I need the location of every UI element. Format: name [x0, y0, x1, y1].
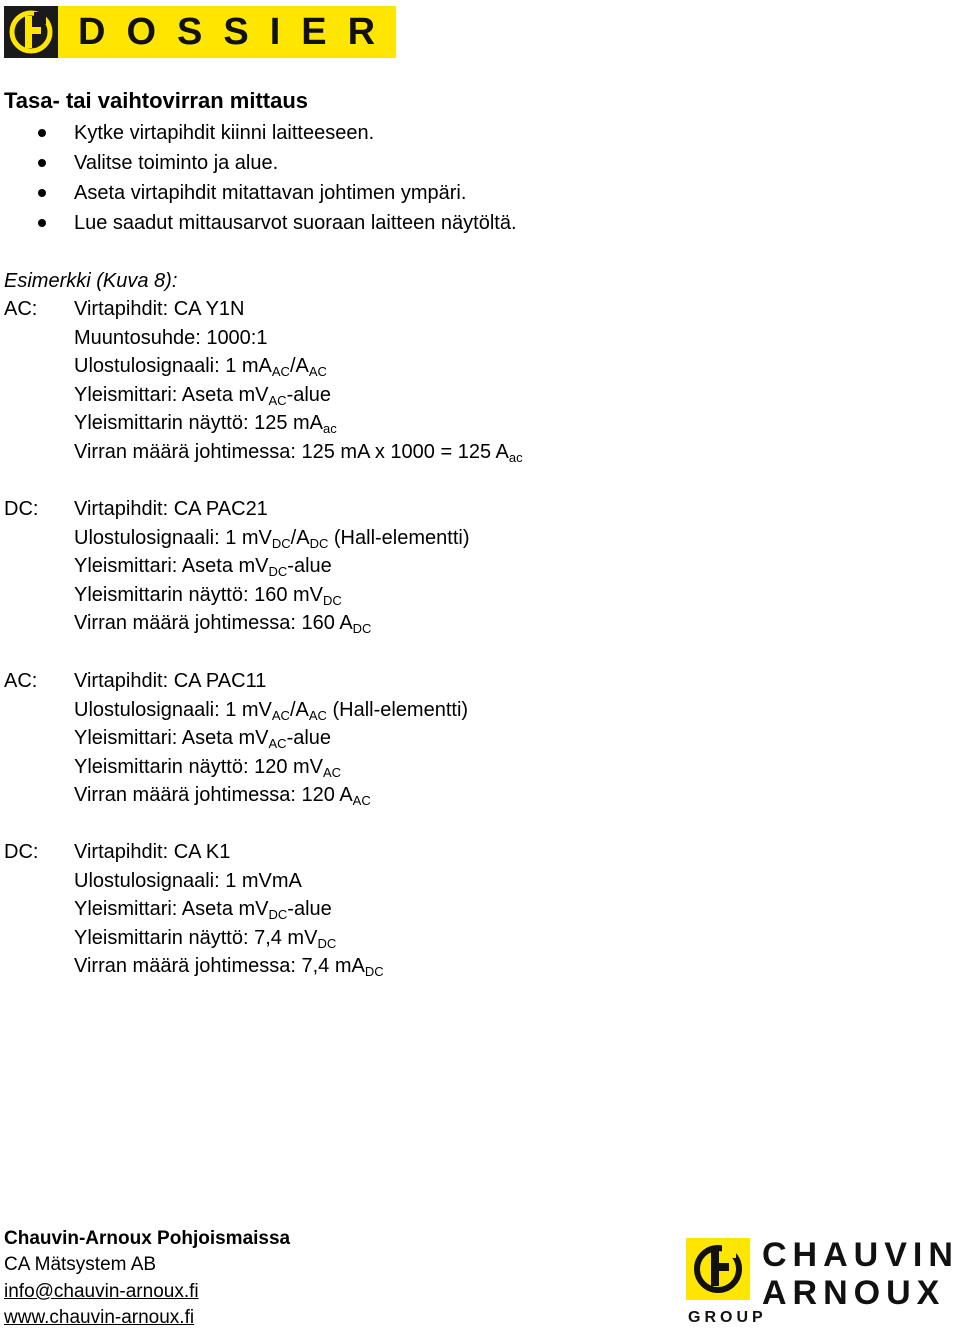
company-name: Chauvin-Arnoux Pohjoismaissa [4, 1228, 291, 1249]
example-line [74, 667, 468, 696]
subscript: AC [352, 793, 371, 809]
text-run: Virtapihdit: CA PAC11 [74, 670, 267, 692]
current-type-tag: AC: [4, 670, 38, 692]
example-line [74, 895, 384, 924]
example-line [74, 381, 523, 410]
example-line [74, 753, 468, 782]
text-run: Virtapihdit: CA Y1N [74, 298, 245, 320]
example-lines [74, 667, 468, 810]
subsidiary-name: CA Mätsystem AB [4, 1254, 157, 1276]
subscript: AC [323, 764, 342, 780]
text-run: Ulostulosignaali: 1 mV [74, 526, 272, 549]
example-line [74, 295, 523, 324]
text-run: /A [289, 698, 309, 721]
logo-svg [686, 1232, 958, 1324]
list-item: Lue saadut mittausarvot suoraan laitteen näytöltä. [0, 208, 517, 238]
text-run: /A [290, 526, 310, 549]
example-line [74, 952, 384, 981]
subscript: AC [308, 707, 327, 723]
subscript: DC [352, 621, 372, 637]
example-line [74, 324, 523, 353]
example-line [74, 924, 384, 953]
example-line [74, 438, 523, 467]
example-lines [74, 295, 523, 467]
example-line [74, 838, 384, 867]
text-run: Virran määrä johtimessa: 160 A [74, 612, 353, 635]
example-line [74, 696, 468, 725]
email-link[interactable]: info@chauvin-arnoux.fi [4, 1280, 199, 1302]
example-line [74, 724, 468, 753]
text-run: Yleismittari: Aseta mV [74, 898, 269, 921]
logo-line1: CHAUVIN [762, 1236, 958, 1274]
chauvin-arnoux-emblem-icon [4, 6, 58, 58]
text-run: Yleismittari: Aseta mV [74, 727, 269, 750]
text-run: Virran määrä johtimessa: 7,4 mA [74, 955, 365, 978]
text-run: /A [289, 355, 309, 378]
page-title: Tasa- tai vaihtovirran mittaus [4, 88, 309, 113]
text-run: -alue [287, 898, 332, 921]
text-run: Ulostulosignaali: 1 mVmA [74, 869, 302, 892]
current-type-tag: AC: [4, 298, 38, 320]
subscript: DC [271, 535, 291, 551]
list-item: Aseta virtapihdit mitattavan johtimen ympäri. [0, 178, 517, 208]
example-line [74, 495, 470, 524]
subscript: DC [317, 935, 337, 951]
text-run: Virran määrä johtimessa: 125 mA x 1000 = 125 A [74, 440, 509, 463]
example-line [74, 609, 470, 638]
text-run: Ulostulosignaali: 1 mA [74, 355, 272, 378]
subscript: DC [309, 535, 329, 551]
text-run: Virtapihdit: CA PAC21 [74, 498, 268, 520]
subscript: DC [268, 564, 288, 580]
footer-contact [4, 1226, 290, 1332]
instruction-list [0, 118, 517, 238]
example-line [74, 867, 384, 896]
text-run: (Hall-elementti) [328, 526, 470, 549]
banner-title: DOSSIER [78, 11, 396, 53]
chauvin-arnoux-group-logo [686, 1232, 958, 1324]
logo-line2: ARNOUX [762, 1274, 946, 1312]
text-run: Virran määrä johtimessa: 120 A [74, 784, 353, 807]
subscript: AC [271, 364, 290, 380]
example-line [74, 524, 470, 553]
text-run: -alue [287, 555, 332, 578]
text-run: Yleismittari: Aseta mV [74, 383, 269, 406]
example-heading: Esimerkki (Kuva 8): [4, 270, 178, 292]
example-line [74, 352, 523, 381]
text-run: Yleismittari: Aseta mV [74, 555, 269, 578]
text-run: (Hall-elementti) [326, 698, 469, 721]
text-run: Yleismittarin näyttö: 7,4 mV [74, 926, 318, 949]
subscript: AC [308, 364, 327, 380]
subscript: AC [268, 736, 287, 752]
text-run: Virtapihdit: CA K1 [74, 841, 231, 863]
text-run: Yleismittarin näyttö: 160 mV [74, 583, 323, 606]
text-run: Yleismittarin näyttö: 125 mA [74, 412, 323, 435]
current-type-tag: DC: [4, 841, 39, 863]
logo-emblem-notch [722, 1244, 736, 1258]
subscript: DC [268, 907, 288, 923]
current-type-tag: DC: [4, 498, 39, 520]
logo-line3: GROUP [688, 1309, 767, 1324]
text-run: -alue [286, 727, 332, 750]
list-item: Kytke virtapihdit kiinni laitteeseen. [0, 118, 517, 148]
example-line [74, 409, 523, 438]
text-run: Muuntosuhde: 1000:1 [74, 326, 268, 349]
example-line [74, 781, 468, 810]
text-run: -alue [286, 383, 332, 406]
example-line [74, 581, 470, 610]
list-item: Valitse toiminto ja alue. [0, 148, 517, 178]
logo-emblem-crossbar [711, 1263, 729, 1271]
example-lines [74, 838, 384, 981]
subscript: ac [508, 449, 523, 465]
subscript: AC [271, 707, 290, 723]
website-link[interactable]: www.chauvin-arnoux.fi [4, 1307, 195, 1329]
text-run: Ulostulosignaali: 1 mV [74, 698, 272, 721]
subscript: DC [323, 592, 342, 608]
subscript: AC [268, 392, 287, 408]
text-run: Yleismittarin näyttö: 120 mV [74, 755, 323, 778]
subscript: DC [364, 964, 384, 980]
subscript: ac [323, 421, 337, 437]
example-lines [74, 495, 470, 638]
example-line [74, 552, 470, 581]
dossier-banner [4, 6, 396, 58]
